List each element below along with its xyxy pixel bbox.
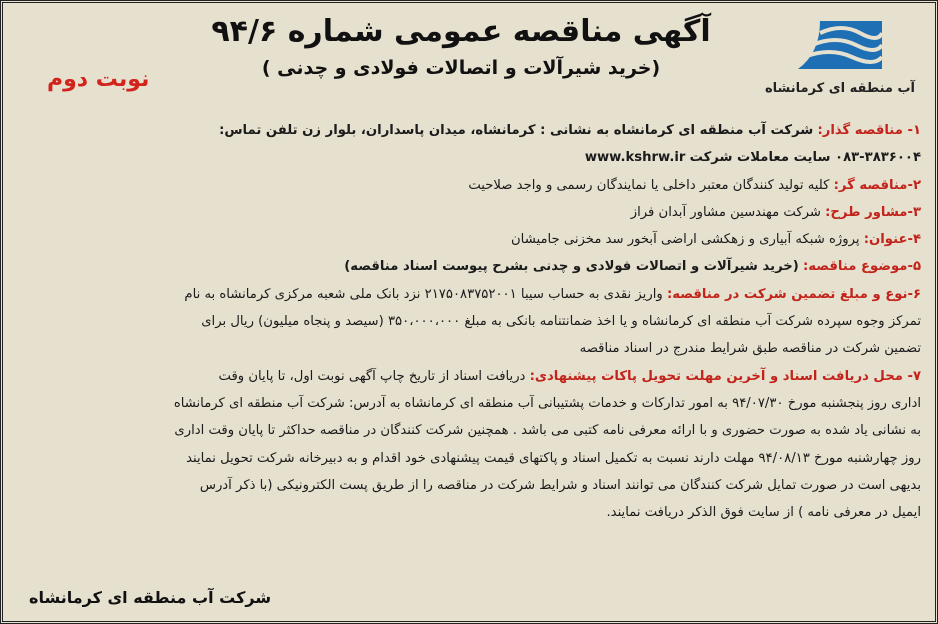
item-1-text: شرکت آب منطقه ای کرمانشاه به نشانی : کرمانشاه، میدان پاسداران، بلوار زن تلفن تماس: bbox=[219, 123, 814, 138]
item-5-text: (خرید شیرآلات و اتصالات فولادی و چدنی بشرح پیوست اسناد مناقصه) bbox=[344, 259, 799, 275]
item-6-line-2: تمرکز وجوه سپرده شرکت آب منطقه ای کرمانشاه و یا اخذ ضمانتنامه بانکی به مبلغ ۳۵۰،۰۰۰،۰۰۰ (سیصد و پنجاه میلیون) ریال برای bbox=[201, 314, 921, 330]
notice-subtitle: (خرید شیرآلات و اتصالات فولادی و چدنی ) bbox=[261, 57, 661, 79]
item-6-line-1: واریز نقدی به حساب سیبا ۲۱۷۵۰۸۳۷۵۲۰۰۱ نزد بانک ملی شعبه مرکزی کرمانشاه به نام bbox=[184, 286, 663, 302]
organization-logo bbox=[765, 13, 915, 111]
item-5 bbox=[17, 253, 921, 280]
item-1-phone: ۰۸۳-۳۸۳۶۰۰۴ سایت معاملات شرکت bbox=[689, 150, 921, 166]
signature: شرکت آب منطقه ای کرمانشاه bbox=[29, 588, 272, 607]
item-4-text: پروژه شبکه آبیاری و زهکشی اراضی آبخور سد مخزنی جامیشان bbox=[511, 232, 860, 248]
item-7-line-1: دریافت اسناد از تاریخ چاپ آگهی نوبت اول، تا پایان وقت bbox=[218, 368, 526, 384]
item-7-line-3: به نشانی یاد شده به صورت حضوری و با ارائه معرفی نامه کتبی می باشد . همچنین شرکت کنندگان در مناقصه حداکثر تا پایان وقت اداری bbox=[174, 423, 921, 439]
item-2 bbox=[17, 172, 921, 199]
item-6 bbox=[17, 281, 921, 308]
item-1-contact bbox=[17, 144, 921, 171]
item-7-line-5: بدیهی است در صورت تمایل شرکت کنندگان می توانند اسناد و شرایط شرکت در مناقصه را از طریق پست الکترونیکی (با ذکر آدرس bbox=[199, 477, 921, 493]
publication-round: نوبت دوم bbox=[47, 67, 150, 92]
item-5-label: ۵-موضوع مناقصه: bbox=[803, 259, 921, 275]
item-7-line-2: اداری روز پنجشنبه مورخ ۹۴/۰۷/۳۰ به امور تدارکات و خدمات پشتیبانی آب منطقه ای کرمانشاه به آدرس: شرکت آب منطقه ای کرمانشاه bbox=[173, 395, 921, 411]
item-6-line-3: تضمین شرکت در مناقصه طبق شرایط مندرج در اسناد مناقصه bbox=[579, 341, 921, 357]
item-2-label: ۲-مناقصه گر: bbox=[833, 177, 921, 193]
item-4-label: ۴-عنوان: bbox=[863, 232, 921, 248]
notice-header bbox=[17, 9, 921, 117]
notice-body bbox=[17, 117, 921, 526]
item-6-label: ۶-نوع و مبلغ تضمین شرکت در مناقصه: bbox=[666, 286, 921, 302]
item-7-line-6: ایمیل در معرفی نامه ) از سایت فوق الذکر دریافت نمایند. bbox=[606, 505, 921, 521]
item-3-label: ۳-مشاور طرح: bbox=[825, 204, 921, 220]
item-7-line-4: روز چهارشنبه مورخ ۹۴/۰۸/۱۳ مهلت دارند نسبت به تکمیل اسناد و پاکتهای قیمت پیشنهادی خود اقدام و به دبیرخانه شرکت تحویل نمایند bbox=[186, 450, 921, 466]
item-1-website[interactable]: www.kshrw.ir bbox=[584, 150, 686, 166]
item-4 bbox=[17, 226, 921, 253]
notice-title: آگهی مناقصه عمومی شماره ۹۴/۶ bbox=[211, 14, 711, 49]
item-7-label: ۷- محل دریافت اسناد و آخرین مهلت تحویل پاکات پیشنهادی: bbox=[529, 368, 921, 384]
item-1-label: ۱- مناقصه گذار: bbox=[817, 123, 921, 138]
item-7 bbox=[17, 363, 921, 390]
item-1 bbox=[17, 117, 921, 144]
logo-caption: آب منطقه ای کرمانشاه bbox=[765, 81, 915, 96]
water-wave-logo-icon bbox=[790, 13, 890, 77]
item-3-text: شرکت مهندسین مشاور آبدان فراز bbox=[630, 204, 821, 220]
item-2-text: کلیه تولید کنندگان معتبر داخلی یا نمایندگان رسمی و واجد صلاحیت bbox=[468, 177, 830, 193]
item-3 bbox=[17, 199, 921, 226]
title-block bbox=[201, 11, 721, 83]
